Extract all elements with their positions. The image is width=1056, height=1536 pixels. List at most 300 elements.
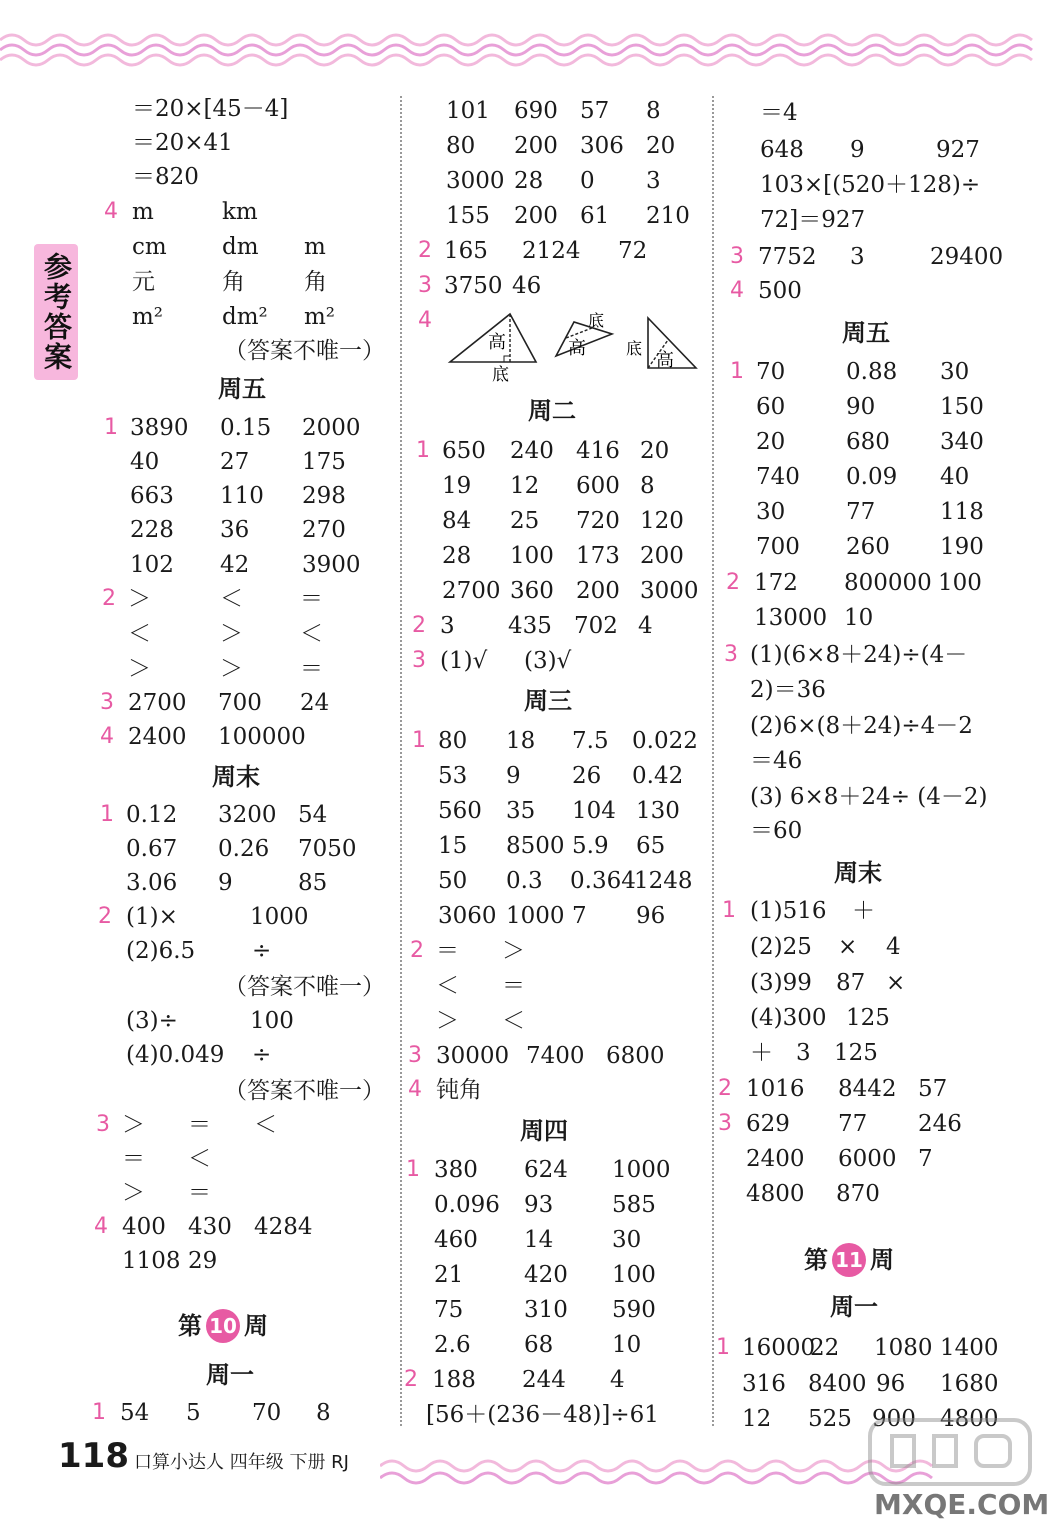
answer-cell: 165 bbox=[444, 238, 488, 264]
answer-cell: 28 bbox=[514, 168, 544, 194]
section-heading: 周五 bbox=[842, 319, 890, 347]
tri3-label-base: 底 bbox=[626, 339, 643, 358]
answer-cell: 173 bbox=[576, 543, 620, 569]
question-number: 3 bbox=[412, 648, 426, 673]
tri3-label-height: 高 bbox=[656, 350, 674, 371]
answer-cell: 5 bbox=[186, 1400, 201, 1426]
answer-note: （答案不唯一） bbox=[224, 974, 385, 1000]
answer-cell: 190 bbox=[940, 534, 984, 560]
question-number: 1 bbox=[722, 898, 736, 923]
answer-cell: dm bbox=[222, 234, 259, 260]
answer-cell: 720 bbox=[576, 508, 620, 534]
compare-symbol: ＝ bbox=[188, 1180, 211, 1206]
section-heading: 周二 bbox=[528, 397, 576, 425]
top-wave-border bbox=[0, 28, 1056, 68]
answer-cell: 1108 bbox=[122, 1248, 181, 1274]
answer-cell: 1000 bbox=[612, 1157, 671, 1183]
answer-cell: 690 bbox=[514, 98, 558, 124]
answer-cell: 3 bbox=[440, 613, 455, 639]
answer-cell: 0.096 bbox=[434, 1192, 500, 1218]
answer-cell: 96 bbox=[636, 903, 666, 929]
answer-cell: 4 bbox=[610, 1367, 625, 1393]
answer-cell: 1016 bbox=[746, 1076, 805, 1102]
answer-cell: (1)516 bbox=[750, 898, 827, 924]
question-number: 3 bbox=[418, 273, 432, 298]
answer-cell: 118 bbox=[940, 499, 984, 525]
answer-cell: 96 bbox=[876, 1371, 906, 1397]
expr-line: ＝820 bbox=[132, 164, 199, 190]
clock-icon bbox=[832, 1243, 866, 1277]
answer-cell: 36 bbox=[220, 517, 250, 543]
answer-cell: 元 bbox=[132, 269, 155, 295]
answer-cell: 298 bbox=[302, 483, 346, 509]
expr-line: 72]＝927 bbox=[760, 207, 866, 233]
answer-cell: 7.5 bbox=[572, 728, 609, 754]
answer-cell: 100 bbox=[938, 570, 982, 596]
answer-cell: 110 bbox=[220, 483, 264, 509]
answer-cell: 16000 bbox=[742, 1335, 816, 1361]
answer-cell: 2400 bbox=[128, 724, 187, 750]
answer-cell: 435 bbox=[508, 613, 552, 639]
answer-cell: 7752 bbox=[758, 244, 817, 270]
expr-line: ＝46 bbox=[750, 748, 803, 774]
clock-icon bbox=[206, 1309, 240, 1343]
answer-cell: 20 bbox=[646, 133, 676, 159]
answer-cell: 210 bbox=[646, 203, 690, 229]
answer-cell: 430 bbox=[188, 1214, 232, 1240]
compare-symbol: ＜ bbox=[128, 621, 151, 647]
answer-cell: ÷ bbox=[252, 938, 272, 964]
answer-cell: × bbox=[886, 970, 906, 996]
answer-cell: 21 bbox=[434, 1262, 464, 1288]
answer-cell: 18 bbox=[506, 728, 536, 754]
section-heading: 周末 bbox=[834, 859, 882, 887]
answer-cell: 680 bbox=[846, 429, 890, 455]
answer-cell: 525 bbox=[808, 1406, 852, 1432]
answer-cell: (1)√ bbox=[440, 648, 488, 674]
question-number: 3 bbox=[730, 244, 744, 269]
answer-cell: 5.9 bbox=[572, 833, 609, 859]
answer-cell: 420 bbox=[524, 1262, 568, 1288]
answer-cell: 104 bbox=[572, 798, 616, 824]
question-number: 2 bbox=[718, 1076, 732, 1101]
question-number: 1 bbox=[412, 728, 426, 753]
compare-symbol: ＜ bbox=[436, 973, 459, 999]
answer-cell: 800000 bbox=[844, 570, 932, 596]
answer-cell: 629 bbox=[746, 1111, 790, 1137]
answer-cell: 9 bbox=[506, 763, 521, 789]
answer-cell: 125 bbox=[834, 1040, 878, 1066]
expr-line: (3) 6×8＋24÷ (4－2) bbox=[750, 784, 988, 810]
answer-cell: 40 bbox=[940, 464, 970, 490]
answer-cell: 244 bbox=[522, 1367, 566, 1393]
answer-cell: 70 bbox=[252, 1400, 282, 1426]
answer-cell: 270 bbox=[302, 517, 346, 543]
answer-cell: 0.42 bbox=[632, 763, 684, 789]
answer-cell: 2700 bbox=[442, 578, 501, 604]
answer-cell: 1000 bbox=[250, 904, 309, 930]
answer-cell: 85 bbox=[298, 870, 328, 896]
answer-cell: 155 bbox=[446, 203, 490, 229]
answer-cell: 57 bbox=[580, 98, 610, 124]
question-number: 1 bbox=[730, 359, 744, 384]
answer-cell: 57 bbox=[918, 1076, 948, 1102]
answer-cell: 54 bbox=[298, 802, 328, 828]
answer-cell: 19 bbox=[442, 473, 472, 499]
answer-cell: 175 bbox=[302, 449, 346, 475]
answer-cell: 200 bbox=[514, 133, 558, 159]
answer-cell: (3)√ bbox=[524, 648, 572, 674]
answer-cell: 2700 bbox=[128, 690, 187, 716]
answer-cell: 20 bbox=[756, 429, 786, 455]
answer-cell: 100 bbox=[510, 543, 554, 569]
question-number: 3 bbox=[718, 1111, 732, 1136]
answer-cell: 102 bbox=[130, 552, 174, 578]
compare-symbol: ＝ bbox=[122, 1146, 145, 1172]
answer-cell: 460 bbox=[434, 1227, 478, 1253]
question-number: 1 bbox=[406, 1157, 420, 1182]
answer-cell: 2.6 bbox=[434, 1332, 471, 1358]
tri1-label-height: 高 bbox=[488, 332, 506, 353]
answer-cell: 8 bbox=[646, 98, 661, 124]
answer-cell: 12 bbox=[510, 473, 540, 499]
answer-cell: 13000 bbox=[754, 605, 828, 631]
answer-cell: 900 bbox=[872, 1406, 916, 1432]
answer-cell: 54 bbox=[120, 1400, 150, 1426]
answer-cell: 钝角 bbox=[436, 1077, 482, 1103]
answer-cell: 3750 bbox=[444, 273, 503, 299]
week-suffix: 周 bbox=[244, 1312, 268, 1340]
compare-symbol: ＜ bbox=[220, 586, 243, 612]
answer-cell: 30 bbox=[756, 499, 786, 525]
answer-cell: 172 bbox=[754, 570, 798, 596]
answer-cell: 1400 bbox=[940, 1335, 999, 1361]
answer-cell: 28 bbox=[442, 543, 472, 569]
question-number: 1 bbox=[92, 1400, 106, 1425]
answer-note: （答案不唯一） bbox=[224, 338, 385, 364]
answer-cell: m² bbox=[304, 304, 336, 330]
answer-cell: 590 bbox=[612, 1297, 656, 1323]
answer-cell: ÷ bbox=[252, 1042, 272, 1068]
answer-cell: (3)99 bbox=[750, 970, 812, 996]
section-heading: 周一 bbox=[206, 1361, 254, 1389]
answer-cell: 702 bbox=[574, 613, 618, 639]
answer-cell: 77 bbox=[846, 499, 876, 525]
answer-cell: 29 bbox=[188, 1248, 218, 1274]
answer-note: （答案不唯一） bbox=[224, 1078, 385, 1104]
answer-cell: 100000 bbox=[218, 724, 306, 750]
answer-cell: 29400 bbox=[930, 244, 1004, 270]
answer-cell: 7400 bbox=[526, 1043, 585, 1069]
compare-symbol: ＞ bbox=[128, 586, 151, 612]
tri2-label-height: 高 bbox=[568, 338, 586, 359]
expr-line: 2)＝36 bbox=[750, 677, 826, 703]
answer-cell: 310 bbox=[524, 1297, 568, 1323]
answer-cell: 4800 bbox=[940, 1406, 999, 1432]
expr-line: [56＋(236－48)]÷61 bbox=[426, 1402, 659, 1428]
answer-cell: 3060 bbox=[438, 903, 497, 929]
expr-line: ＝60 bbox=[750, 818, 803, 844]
answer-cell: 14 bbox=[524, 1227, 554, 1253]
expr-line: ＝20×41 bbox=[132, 130, 233, 156]
question-number: 4 bbox=[408, 1077, 422, 1102]
compare-symbol: ＝ bbox=[300, 586, 323, 612]
answer-cell: 84 bbox=[442, 508, 472, 534]
answer-cell: 3200 bbox=[218, 802, 277, 828]
answer-cell: 42 bbox=[220, 552, 250, 578]
expr-line: (1)(6×8＋24)÷(4－ bbox=[750, 642, 968, 668]
question-number: 2 bbox=[98, 904, 112, 929]
answer-cell: 560 bbox=[438, 798, 482, 824]
week-number: 11 bbox=[835, 1248, 863, 1272]
answer-cell: cm bbox=[132, 234, 167, 260]
compare-symbol: ＞ bbox=[122, 1112, 145, 1138]
answer-cell: m bbox=[132, 199, 154, 225]
answer-cell: 90 bbox=[846, 394, 876, 420]
answer-cell: 1248 bbox=[634, 868, 693, 894]
section-heading: 周三 bbox=[524, 687, 572, 715]
compare-symbol: ＜ bbox=[188, 1146, 211, 1172]
week-suffix: 周 bbox=[870, 1246, 894, 1274]
answer-cell: ＋ bbox=[750, 1040, 773, 1066]
answer-cell: 100 bbox=[612, 1262, 656, 1288]
question-number: 3 bbox=[724, 642, 738, 667]
answer-cell: (2)6.5 bbox=[126, 938, 196, 964]
compare-symbol: ＝ bbox=[436, 938, 459, 964]
answer-cell: 125 bbox=[846, 1005, 890, 1031]
answer-cell: 4 bbox=[638, 613, 653, 639]
answer-cell: 360 bbox=[510, 578, 554, 604]
answer-cell: 12 bbox=[742, 1406, 772, 1432]
compare-symbol: ＜ bbox=[502, 1008, 525, 1034]
week-prefix: 第 bbox=[804, 1246, 828, 1274]
question-number: 2 bbox=[410, 938, 424, 963]
answer-cell: 3.06 bbox=[126, 870, 178, 896]
answer-cell: 4 bbox=[886, 934, 901, 960]
answer-cell: 9 bbox=[218, 870, 233, 896]
question-number: 4 bbox=[730, 278, 744, 303]
answer-cell: km bbox=[222, 199, 258, 225]
answer-cell: (4)0.049 bbox=[126, 1042, 225, 1068]
answer-cell: 228 bbox=[130, 517, 174, 543]
answer-cell: 316 bbox=[742, 1371, 786, 1397]
compare-symbol: ＝ bbox=[300, 656, 323, 682]
answer-cell: 600 bbox=[576, 473, 620, 499]
answer-cell: 35 bbox=[506, 798, 536, 824]
answer-cell: 740 bbox=[756, 464, 800, 490]
answer-cell: 22 bbox=[810, 1335, 840, 1361]
answer-cell: 30000 bbox=[436, 1043, 510, 1069]
compare-symbol: ＞ bbox=[220, 621, 243, 647]
compare-symbol: ＞ bbox=[128, 656, 151, 682]
answer-cell: 80 bbox=[438, 728, 468, 754]
answer-cell: 65 bbox=[636, 833, 666, 859]
answer-cell: 400 bbox=[122, 1214, 166, 1240]
answer-cell: ＋ bbox=[852, 898, 875, 924]
compare-symbol: ＜ bbox=[300, 621, 323, 647]
answer-cell: 306 bbox=[580, 133, 624, 159]
question-number: 1 bbox=[104, 415, 118, 440]
answer-cell: 8500 bbox=[506, 833, 565, 859]
week-heading bbox=[178, 1308, 268, 1344]
answer-cell: 246 bbox=[918, 1111, 962, 1137]
answer-cell: 585 bbox=[612, 1192, 656, 1218]
answer-cell: m bbox=[304, 234, 326, 260]
answer-cell: 6800 bbox=[606, 1043, 665, 1069]
answer-cell: 30 bbox=[940, 359, 970, 385]
answer-cell: 角 bbox=[222, 269, 245, 295]
question-number: 4 bbox=[104, 199, 118, 224]
answer-cell: 0.26 bbox=[218, 836, 270, 862]
question-number: 3 bbox=[96, 1112, 110, 1137]
answer-cell: 200 bbox=[640, 543, 684, 569]
answer-cell: 150 bbox=[940, 394, 984, 420]
section-heading: 周五 bbox=[218, 375, 266, 403]
answer-cell: 0.15 bbox=[220, 415, 272, 441]
answer-cell: 200 bbox=[576, 578, 620, 604]
answer-cell: 6000 bbox=[838, 1146, 897, 1172]
answer-cell: 927 bbox=[936, 137, 980, 163]
answer-cell: 0.022 bbox=[632, 728, 698, 754]
tri1-label-base: 底 bbox=[492, 365, 509, 385]
column-divider-1 bbox=[400, 96, 402, 1426]
answer-cell: 340 bbox=[940, 429, 984, 455]
answer-cell: 10 bbox=[844, 605, 874, 631]
watermark-text: MXQE.COM bbox=[874, 1488, 1050, 1521]
answer-cell: 20 bbox=[640, 438, 670, 464]
question-number: 2 bbox=[418, 238, 432, 263]
answer-cell: 2400 bbox=[746, 1146, 805, 1172]
answer-cell: 0 bbox=[580, 168, 595, 194]
answer-cell: 380 bbox=[434, 1157, 478, 1183]
answer-cell: (1)× bbox=[126, 904, 178, 930]
column-divider-2 bbox=[712, 96, 714, 1426]
answer-cell: 1080 bbox=[874, 1335, 933, 1361]
answer-cell: 416 bbox=[576, 438, 620, 464]
answer-cell: 0.12 bbox=[126, 802, 178, 828]
question-number: 2 bbox=[412, 613, 426, 638]
answer-cell: 25 bbox=[510, 508, 540, 534]
answer-cell: 61 bbox=[580, 203, 610, 229]
page-number: 118 bbox=[58, 1436, 129, 1476]
question-number: 2 bbox=[404, 1367, 418, 1392]
answer-cell: 50 bbox=[438, 868, 468, 894]
answer-cell: 130 bbox=[636, 798, 680, 824]
question-number: 3 bbox=[408, 1043, 422, 1068]
answer-cell: 70 bbox=[756, 359, 786, 385]
answer-cell: × bbox=[838, 934, 858, 960]
answer-cell: (3)÷ bbox=[126, 1008, 178, 1034]
section-heading: 周一 bbox=[830, 1293, 878, 1321]
answer-cell: 8 bbox=[316, 1400, 331, 1426]
answer-cell: 75 bbox=[434, 1297, 464, 1323]
compare-symbol: ＝ bbox=[502, 973, 525, 999]
answer-cell: dm² bbox=[222, 304, 268, 330]
answer-cell: 624 bbox=[524, 1157, 568, 1183]
answer-cell: 700 bbox=[218, 690, 262, 716]
book-title: 口算小达人 四年级 下册 RJ bbox=[134, 1452, 349, 1473]
question-number: 2 bbox=[102, 586, 116, 611]
question-number: 4 bbox=[94, 1214, 108, 1239]
section-heading: 周末 bbox=[212, 763, 260, 791]
answer-cell: 0.364 bbox=[570, 868, 636, 894]
expr-line: 103×[(520＋128)÷ bbox=[760, 172, 981, 198]
answer-cell: 3 bbox=[646, 168, 661, 194]
answer-cell: 2124 bbox=[522, 238, 581, 264]
answer-cell: 3000 bbox=[446, 168, 505, 194]
answer-cell: 663 bbox=[130, 483, 174, 509]
compare-symbol: ＝ bbox=[188, 1112, 211, 1138]
answer-cell: 53 bbox=[438, 763, 468, 789]
answer-cell: 100 bbox=[250, 1008, 294, 1034]
question-number: 4 bbox=[418, 308, 432, 333]
expr-line: ＝4 bbox=[760, 100, 798, 126]
answer-cell: 4800 bbox=[746, 1181, 805, 1207]
answer-cell: 7 bbox=[572, 903, 587, 929]
answer-cell: 3890 bbox=[130, 415, 189, 441]
answer-cell: (2)25 bbox=[750, 934, 812, 960]
compare-symbol: ＞ bbox=[220, 656, 243, 682]
answer-cell: 0.09 bbox=[846, 464, 898, 490]
answer-cell: 60 bbox=[756, 394, 786, 420]
question-number: 1 bbox=[100, 802, 114, 827]
answer-cell: 0.88 bbox=[846, 359, 898, 385]
answer-cell: 3 bbox=[850, 244, 865, 270]
answer-cell: 101 bbox=[446, 98, 490, 124]
question-number: 1 bbox=[416, 438, 430, 463]
answer-cell: 27 bbox=[220, 449, 250, 475]
answer-cell: 9 bbox=[850, 137, 865, 163]
answer-cell: 120 bbox=[640, 508, 684, 534]
answer-cell: 24 bbox=[300, 690, 330, 716]
answer-cell: 1680 bbox=[940, 1371, 999, 1397]
answer-cell: 80 bbox=[446, 133, 476, 159]
answer-cell: 1000 bbox=[506, 903, 565, 929]
answer-cell: 870 bbox=[836, 1181, 880, 1207]
answer-cell: 77 bbox=[838, 1111, 868, 1137]
question-number: 2 bbox=[726, 570, 740, 595]
answer-cell: 3900 bbox=[302, 552, 361, 578]
answer-cell: 500 bbox=[758, 278, 802, 304]
compare-symbol: ＜ bbox=[254, 1112, 277, 1138]
answer-cell: m² bbox=[132, 304, 164, 330]
answer-cell: 2000 bbox=[302, 415, 361, 441]
week-prefix: 第 bbox=[178, 1312, 202, 1340]
sidebar-answer-tab: 参考答案 bbox=[34, 244, 78, 380]
answer-cell: (4)300 bbox=[750, 1005, 827, 1031]
answer-cell: 40 bbox=[130, 449, 160, 475]
answer-cell: 68 bbox=[524, 1332, 554, 1358]
section-heading: 周四 bbox=[520, 1117, 568, 1145]
week-heading bbox=[804, 1242, 894, 1278]
answer-cell: 8 bbox=[640, 473, 655, 499]
answer-cell: 7 bbox=[918, 1146, 933, 1172]
expr-line: ＝20×[45－4] bbox=[132, 96, 289, 122]
answer-cell: 650 bbox=[442, 438, 486, 464]
answer-cell: 0.3 bbox=[506, 868, 543, 894]
answer-cell: 240 bbox=[510, 438, 554, 464]
answer-cell: 角 bbox=[304, 269, 327, 295]
answer-cell: 8442 bbox=[838, 1076, 897, 1102]
answer-cell: 93 bbox=[524, 1192, 554, 1218]
question-number: 1 bbox=[716, 1335, 730, 1360]
compare-symbol: ＞ bbox=[122, 1180, 145, 1206]
answer-cell: 648 bbox=[760, 137, 804, 163]
answer-cell: 10 bbox=[612, 1332, 642, 1358]
answer-cell: 0.67 bbox=[126, 836, 178, 862]
answer-cell: 4284 bbox=[254, 1214, 313, 1240]
compare-symbol: ＞ bbox=[436, 1008, 459, 1034]
